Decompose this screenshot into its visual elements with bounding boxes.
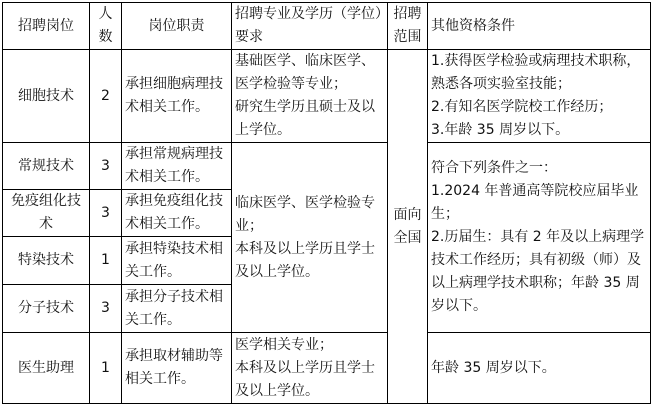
count-cell: 3 (90, 143, 122, 190)
major-edu-line: 临床医学、医学检验专业； (235, 194, 375, 234)
header-position: 招聘岗位 (3, 3, 90, 50)
count-cell: 1 (90, 333, 122, 404)
major-edu-line: 医学相关专业； (235, 336, 333, 353)
count-cell: 1 (90, 237, 122, 285)
major-edu-line: 本科及以上学历且学士及以上学位。 (235, 240, 375, 280)
other-line: 符合下列条件之一： (431, 160, 557, 176)
major-edu-line: 基础医学、临床医学、医学检验等专业； (235, 53, 375, 92)
count-cell: 3 (90, 190, 122, 237)
duty-cell: 承担免疫组化技术相关工作。 (122, 190, 232, 237)
position-cell: 特染技术 (3, 237, 90, 285)
other-shared-cell (428, 143, 651, 333)
count-cell: 3 (90, 285, 122, 333)
position-cell: 分子技术 (3, 285, 90, 333)
duty-cell: 承担细胞病理技术相关工作。 (122, 50, 232, 143)
major-edu-cell (232, 50, 388, 143)
other-line: 2.历届生：具有 2 年及以上病理学技术工作经历；具有初级（师）及以上病理学技术职称；年龄 35 周岁以下。 (431, 229, 645, 314)
other-cell (428, 333, 651, 404)
duty-cell: 承担特染技术相关工作。 (122, 237, 232, 285)
duty-cell: 承担分子技术相关工作。 (122, 285, 232, 333)
count-cell: 2 (90, 50, 122, 143)
major-edu-shared-cell (232, 143, 388, 333)
major-edu-cell (232, 333, 388, 404)
position-cell: 医生助理 (3, 333, 90, 404)
other-line: 2.有知名医学院校工作经历； (431, 99, 613, 115)
position-cell: 免疫组化技术 (3, 190, 90, 237)
recruitment-table (2, 2, 651, 404)
position-cell: 细胞技术 (3, 50, 90, 143)
scope-cell: 面向全国 (388, 50, 428, 404)
other-cell (428, 50, 651, 143)
other-line: 1.获得医学检验或病理技术职称，熟悉各项实验室技能； (431, 53, 641, 92)
other-line: 3.年龄 35 周岁以下。 (431, 122, 570, 138)
duty-cell: 承担取材辅助等相关工作。 (122, 333, 232, 404)
major-edu-line: 本科及以上学历且学士及以上学位。 (235, 359, 375, 399)
table-row (3, 143, 651, 190)
header-major-edu: 招聘专业及学历（学位）要求 (232, 3, 388, 50)
header-duty: 岗位职责 (122, 3, 232, 50)
header-row (3, 3, 651, 50)
header-other: 其他资格条件 (428, 3, 651, 50)
major-edu-line: 研究生学历且硕士及以上学位。 (235, 99, 375, 138)
other-line: 1.2024 年普通高等院校应届毕业生； (431, 183, 639, 222)
header-count: 人数 (90, 3, 122, 50)
position-cell: 常规技术 (3, 143, 90, 190)
header-scope: 招聘范围 (388, 3, 428, 50)
other-line: 年龄 35 周岁以下。 (431, 359, 556, 376)
duty-cell: 承担常规病理技术相关工作。 (122, 143, 232, 190)
table-row (3, 333, 651, 404)
table-row (3, 50, 651, 143)
